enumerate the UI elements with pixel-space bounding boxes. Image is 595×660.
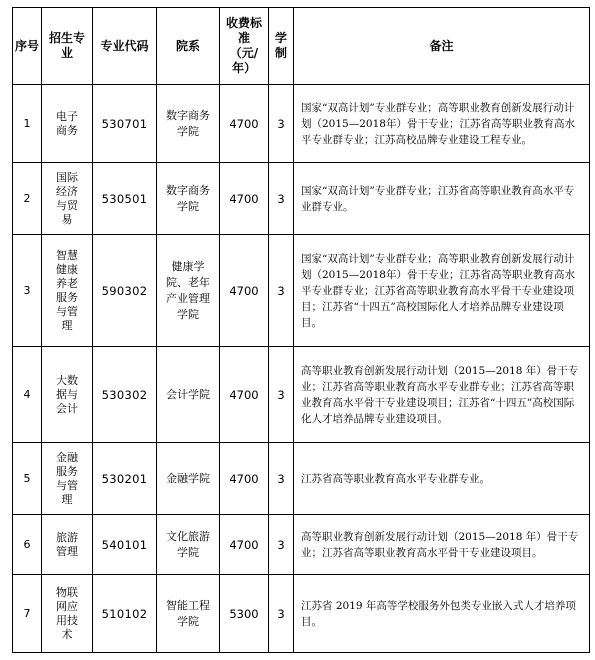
- cell-seq: 4: [13, 347, 42, 443]
- header-fee: 收费标准（元/年）: [220, 8, 269, 85]
- header-years: 学制: [269, 8, 294, 85]
- table-row: [13, 235, 590, 347]
- cell-years: 3: [269, 347, 294, 443]
- cell-fee: 4700: [220, 163, 269, 235]
- header-seq: 序号: [13, 8, 42, 85]
- cell-code: 530701: [93, 85, 157, 163]
- enrollment-table: [12, 7, 590, 653]
- cell-fee: 5300: [220, 575, 269, 653]
- cell-fee: 4700: [220, 85, 269, 163]
- cell-code: 590302: [93, 235, 157, 347]
- table-row: [13, 163, 590, 235]
- cell-dept: 文化旅游学院: [157, 515, 220, 575]
- cell-code: 530201: [93, 443, 157, 515]
- cell-dept: 会计学院: [157, 347, 220, 443]
- cell-code: 540101: [93, 515, 157, 575]
- cell-seq: 3: [13, 235, 42, 347]
- cell-fee: 4700: [220, 515, 269, 575]
- header-code: 专业代码: [93, 8, 157, 85]
- header-dept: 院系: [157, 8, 220, 85]
- cell-years: 3: [269, 575, 294, 653]
- cell-major: 大数据与会计: [42, 347, 93, 443]
- cell-years: 3: [269, 235, 294, 347]
- cell-dept: 数字商务学院: [157, 163, 220, 235]
- cell-years: 3: [269, 443, 294, 515]
- cell-dept: 智能工程学院: [157, 575, 220, 653]
- cell-remark: 国家“双高计划”专业群专业；高等职业教育创新发展行动计划（2015—2018年）骨干专业；江苏省高等职业教育高水平专业群专业；江苏省高等职业教育高水平骨干专业建设项目；江苏省“十四五”高校国际化人才培养品牌专业建设项目。: [294, 235, 590, 347]
- cell-remark: 江苏省高等职业教育高水平专业群专业。: [294, 443, 590, 515]
- cell-remark: 国家“双高计划”专业群专业；江苏省高等职业教育高水平专业群专业。: [294, 163, 590, 235]
- cell-fee: 4700: [220, 443, 269, 515]
- header-row: [13, 8, 590, 85]
- cell-seq: 5: [13, 443, 42, 515]
- cell-fee: 4700: [220, 347, 269, 443]
- cell-code: 530302: [93, 347, 157, 443]
- cell-remark: 高等职业教育创新发展行动计划（2015—2018 年）骨干专业；江苏省高等职业教育高水平骨干专业建设项目。: [294, 515, 590, 575]
- table-row: [13, 347, 590, 443]
- header-remark: 备注: [294, 8, 590, 85]
- cell-seq: 6: [13, 515, 42, 575]
- cell-fee: 4700: [220, 235, 269, 347]
- cell-seq: 7: [13, 575, 42, 653]
- cell-years: 3: [269, 85, 294, 163]
- cell-major: 电子商务: [42, 85, 93, 163]
- table-row: [13, 575, 590, 653]
- cell-code: 510102: [93, 575, 157, 653]
- cell-major: 智慧健康养老服务与管理: [42, 235, 93, 347]
- table-row: [13, 515, 590, 575]
- cell-dept: 金融学院: [157, 443, 220, 515]
- table-row: [13, 85, 590, 163]
- cell-remark: 江苏省 2019 年高等学校服务外包类专业嵌入式人才培养项目。: [294, 575, 590, 653]
- cell-seq: 1: [13, 85, 42, 163]
- cell-remark: 国家“双高计划”专业群专业；高等职业教育创新发展行动计划（2015—2018年）骨干专业；江苏省高等职业教育高水平专业群专业；江苏高校品牌专业建设工程专业。: [294, 85, 590, 163]
- cell-seq: 2: [13, 163, 42, 235]
- table-row: [13, 443, 590, 515]
- cell-years: 3: [269, 515, 294, 575]
- cell-major: 金融服务与管理: [42, 443, 93, 515]
- cell-major: 国际经济与贸易: [42, 163, 93, 235]
- cell-remark: 高等职业教育创新发展行动计划（2015—2018 年）骨干专业；江苏省高等职业教育高水平专业群专业；江苏省高等职业教育高水平骨干专业建设项目；江苏省“十四五”高校国际化人才培养品牌专业建设项目。: [294, 347, 590, 443]
- cell-years: 3: [269, 163, 294, 235]
- cell-code: 530501: [93, 163, 157, 235]
- cell-major: 物联网应用技术: [42, 575, 93, 653]
- header-major: 招生专业: [42, 8, 93, 85]
- cell-major: 旅游管理: [42, 515, 93, 575]
- cell-dept: 健康学院、老年产业管理学院: [157, 235, 220, 347]
- cell-dept: 数字商务学院: [157, 85, 220, 163]
